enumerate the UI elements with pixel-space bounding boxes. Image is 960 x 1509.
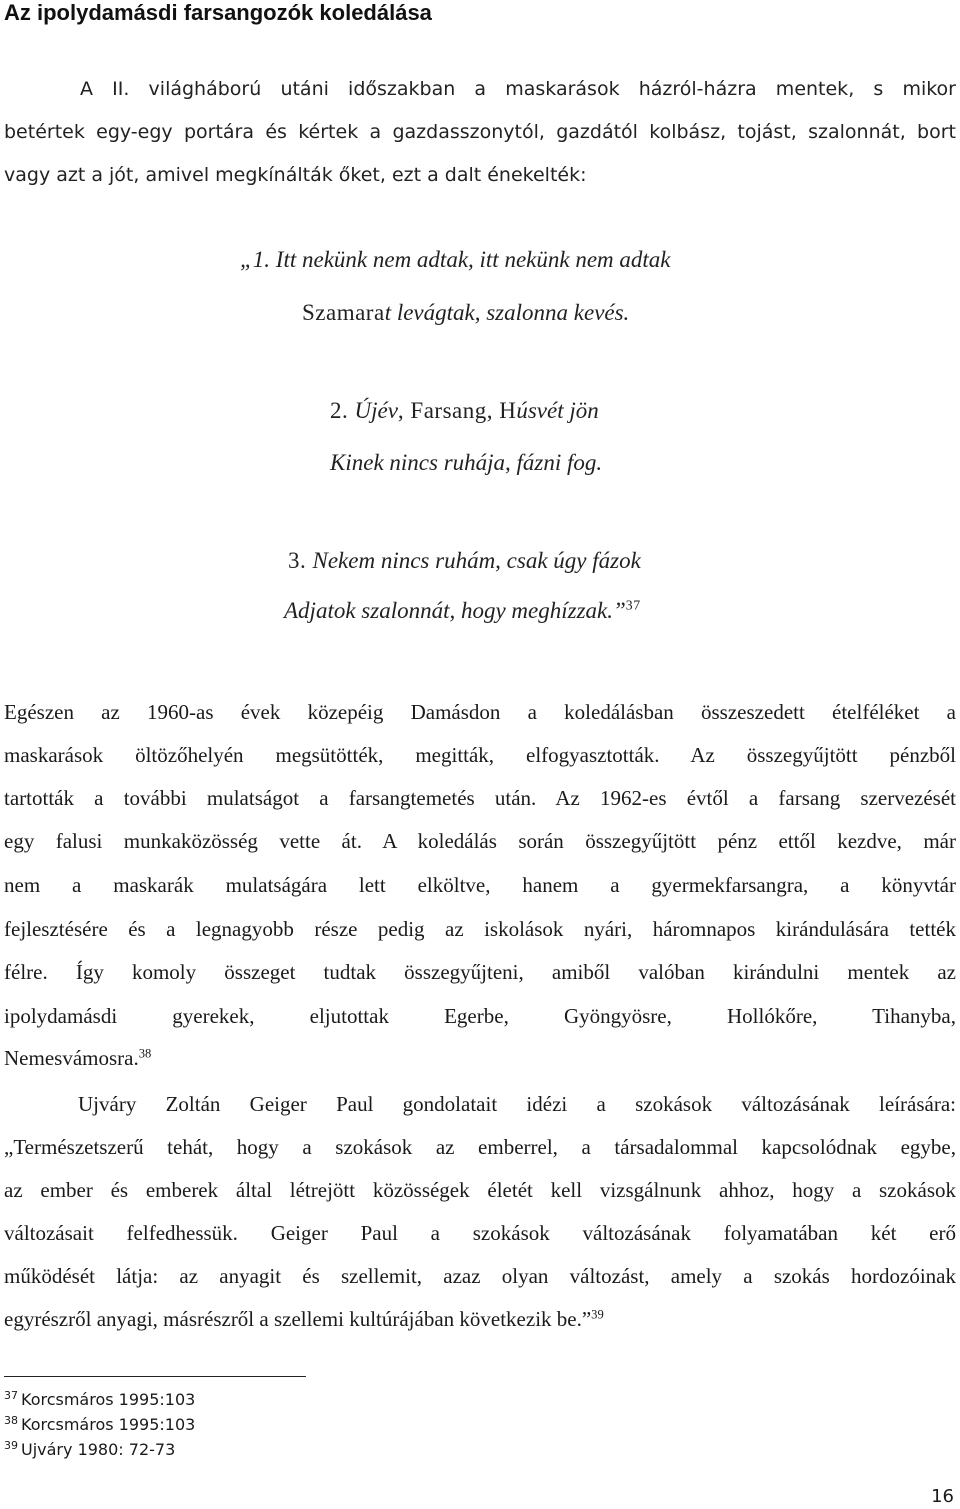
page-title: Az ipolydamásdi farsangozók koledálása — [4, 0, 432, 25]
footnote-divider — [4, 1376, 306, 1377]
poem-verse-1-line-1: „1. Itt nekünk nem adtak, itt nekünk nem adtak — [240, 247, 671, 272]
poem-verse-3-line-2: Adjatok szalonnát, hogy meghízzak.”$^{37}$ — [284, 597, 641, 623]
poem-verse-3-line-1: 3. Nekem nincs ruhám, csak úgy fázok — [288, 548, 641, 573]
body-line: változásait felfedhessük. Geiger Paul a szokások változásának folyamatában két erő — [4, 1221, 956, 1245]
body-line: ipolydamásdi gyerekek, eljutottak Egerbe, Gyöngyösre, Hollókőre, Tihanyba, — [4, 1004, 956, 1028]
poem-verse-2-line-1: 2. Újév, Farsang, Húsvét jön — [330, 398, 599, 423]
body-line: működését látja: az anyagit és szellemit, azaz olyan változást, amely a szokás hordozóinak — [4, 1264, 956, 1288]
footnote-ref: 37 — [625, 597, 641, 613]
body-line: Ujváry Zoltán Geiger Paul gondolatait idézi a szokások változásának leírására: — [78, 1092, 956, 1116]
body-line: az ember és emberek által létrejött közösségek életét kell vizsgálnunk ahhoz, hogy a szokások — [4, 1178, 956, 1202]
intro-line: betértek egy-egy portára és kértek a gazdasszonytól, gazdától kolbász, tojást, szalonnát, bort — [4, 121, 956, 143]
poem-verse-2-line-2: Kinek nincs ruhája, fázni fog. — [330, 450, 603, 475]
page-number: 16 — [931, 1486, 954, 1507]
footnote-ref: 39 — [591, 1307, 604, 1322]
intro-line: vagy azt a jót, amivel megkínálták őket, ezt a dalt énekelték: — [4, 164, 587, 186]
footnote: $^{37}$ Korcsmáros 1995:103 — [4, 1388, 196, 1409]
body-line: tartották a további mulatságot a farsangtemetés után. Az 1962-es évtől a farsang szervezését — [4, 786, 956, 810]
body-line: félre. Így komoly összeget tudtak összegyűjteni, amiből valóban kirándulni mentek az — [4, 960, 956, 984]
footnote: $^{39}$ Ujváry 1980: 72-73 — [4, 1438, 176, 1459]
body-line: egy falusi munkaközösség vette át. A koledálás során összegyűjtött pénz ettől kezdve, már — [4, 829, 956, 853]
body-line: fejlesztésére és a legnagyobb része pedig az iskolások nyári, háromnapos kirándulására tették — [4, 917, 956, 941]
footnote-ref: 38 — [138, 1046, 152, 1061]
body-line: „Természetszerű tehát, hogy a szokások az emberrel, a társadalommal kapcsolódnak egybe, — [4, 1135, 956, 1159]
body-line: Egészen az 1960-as évek közepéig Damásdon a koledálásban összeszedett ételféléket a — [4, 700, 956, 724]
body-line: egyrészről anyagi, másrészről a szellemi kultúrájában következik be.”$^{39}$ — [4, 1307, 604, 1331]
body-line: maskarások öltözőhelyén megsütötték, megitták, elfogyasztották. Az összegyűjtött pénzből — [4, 743, 956, 767]
footnote: $^{38}$ Korcsmáros 1995:103 — [4, 1413, 196, 1434]
intro-line: A II. világháború utáni időszakban a maskarások házról-házra mentek, s mikor — [80, 78, 956, 100]
poem-verse-1-line-2: Szamarat levágtak, szalonna kevés. — [302, 300, 630, 325]
body-line: Nemesvámosra.$^{38}$ — [4, 1046, 152, 1070]
body-line: nem a maskarák mulatságára lett elköltve, hanem a gyermekfarsangra, a könyvtár — [4, 873, 956, 897]
